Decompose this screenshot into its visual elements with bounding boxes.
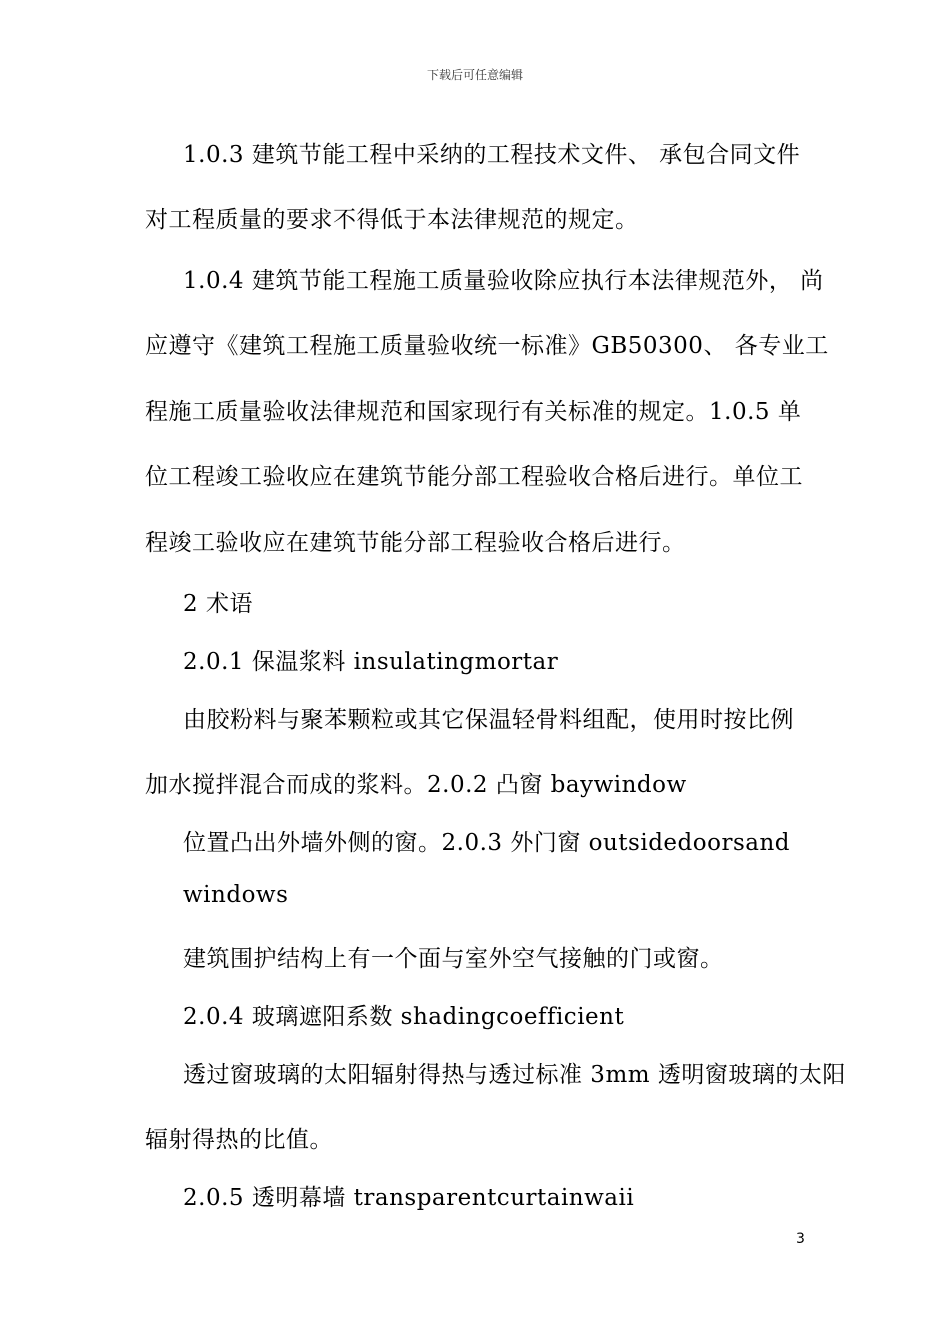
text-line: 1.0.3 建筑节能工程中采纳的工程技术文件、 承包合同文件 bbox=[183, 142, 801, 168]
text-line: 位置凸出外墙外侧的窗。2.0.3 外门窗 outsidedoorsand bbox=[183, 830, 791, 856]
term-heading: 2.0.1 保温浆料 insulatingmortar bbox=[183, 649, 559, 675]
text-line: 建筑围护结构上有一个面与室外空气接触的门或窗。 bbox=[183, 946, 724, 972]
text-line: 由胶粉料与聚苯颗粒或其它保温轻骨料组配，使用时按比例 bbox=[183, 707, 794, 733]
text-line: 程竣工验收应在建筑节能分部工程验收合格后进行。 bbox=[145, 530, 686, 556]
text-line: 应遵守《建筑工程施工质量验收统一标准》GB50300、 各专业工 bbox=[145, 333, 829, 359]
section-heading: 2 术语 bbox=[183, 591, 253, 617]
term-heading: 2.0.5 透明幕墙 transparentcurtainwaii bbox=[183, 1185, 635, 1211]
text-line: 加水搅拌混合而成的浆料。2.0.2 凸窗 baywindow bbox=[145, 772, 687, 798]
page-number: 3 bbox=[796, 1231, 805, 1247]
text-line: 透过窗玻璃的太阳辐射得热与透过标准 3mm 透明窗玻璃的太阳 bbox=[183, 1062, 846, 1088]
text-line: 程施工质量验收法律规范和国家现行有关标准的规定。1.0.5 单 bbox=[145, 399, 802, 425]
text-line: windows bbox=[183, 882, 289, 908]
page-header: 下载后可任意编辑 bbox=[426, 68, 523, 82]
text-line: 1.0.4 建筑节能工程施工质量验收除应执行本法律规范外， 尚 bbox=[183, 268, 824, 294]
text-line: 辐射得热的比值。 bbox=[145, 1127, 333, 1153]
term-heading: 2.0.4 玻璃遮阳系数 shadingcoefficient bbox=[183, 1004, 625, 1030]
text-line: 位工程竣工验收应在建筑节能分部工程验收合格后进行。单位工 bbox=[145, 464, 803, 490]
text-line: 对工程质量的要求不得低于本法律规范的规定。 bbox=[145, 207, 639, 233]
